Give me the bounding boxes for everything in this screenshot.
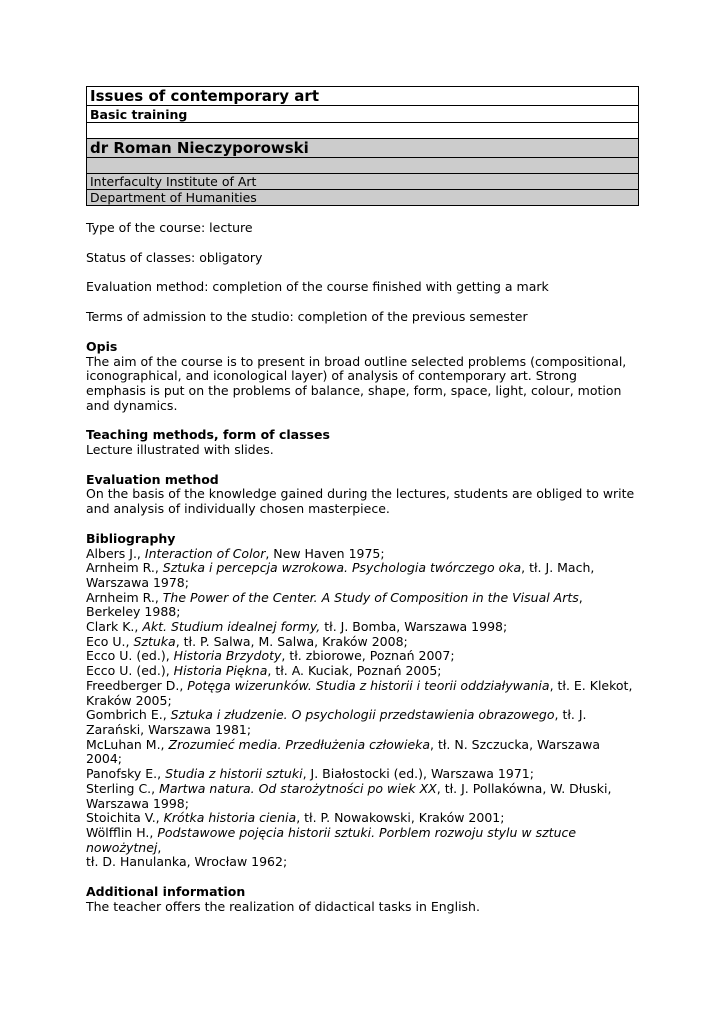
entry-author: Sterling C., <box>86 780 160 796</box>
institute-name: Interfaculty Institute of Art <box>87 173 638 189</box>
entry-author: Arnheim R., <box>86 589 163 605</box>
entry-author: tł. D. Hanulanka, Wrocław 1962; <box>86 854 288 870</box>
entry-title: Sztuka i percepcja wzrokowa. Psychologia twórczego oka <box>162 560 522 576</box>
entry-rest: , tł. N. Szczucka, Warszawa 2004; <box>86 736 601 767</box>
entry-rest: , tł. P. Nowakowski, Kraków 2001; <box>296 810 505 826</box>
additional-heading: Additional information <box>86 884 246 900</box>
entry-author: Ecco U. (ed.), <box>86 648 174 664</box>
entry-rest: tł. J. Bomba, Warszawa 1998; <box>320 619 508 635</box>
bibliography-entry <box>86 664 639 679</box>
lecturer-name: dr Roman Nieczyporowski <box>87 138 638 157</box>
bibliography-heading: Bibliography <box>86 530 176 546</box>
bibliography-entry <box>86 738 639 767</box>
bibliography-entry <box>86 547 639 562</box>
teaching-text: Lecture illustrated with slides. <box>86 442 274 458</box>
course-level: Basic training <box>87 105 638 122</box>
document-page <box>86 86 639 914</box>
entry-title: Interaction of Color <box>144 545 266 561</box>
bibliography-entry <box>86 811 639 826</box>
opis-text: The aim of the course is to present in broad outline selected problems (compositional, iconographical, and iconological layer) of analysis of contemporary art. Strong emphasis is put on the problems of balance, shape, form, space, light, colour, motion and dynamics. <box>86 353 627 413</box>
entry-title: Akt. Studium idealnej formy, <box>142 619 321 635</box>
entry-author: Clark K., <box>86 619 143 635</box>
entry-rest: , tł. J. Zarański, Warszawa 1981; <box>86 707 587 737</box>
course-status: Status of classes: obligatory <box>86 249 263 265</box>
bibliography-entry <box>86 649 639 664</box>
opis-heading: Opis <box>86 338 118 354</box>
document-body <box>86 221 639 914</box>
entry-author: Albers J., <box>86 545 145 561</box>
entry-title: Podstawowe pojęcia historii sztuki. Porblem rozwoju stylu w sztuce nowożytnej <box>86 824 577 855</box>
evaluation-text: On the basis of the knowledge gained during the lectures, students are obliged to write and analysis of individually chosen masterpiece. <box>86 486 635 517</box>
entry-author: McLuhan M., <box>86 736 169 752</box>
bibliography-list <box>86 547 639 870</box>
entry-rest: , tł. P. Salwa, M. Salwa, Kraków 2008; <box>175 633 408 649</box>
bibliography-entry <box>86 767 639 782</box>
empty-row <box>87 122 638 138</box>
entry-author: Stoichita V., <box>86 810 164 826</box>
bibliography-entry <box>86 679 639 708</box>
evaluation-heading: Evaluation method <box>86 471 219 487</box>
entry-author: Wölfflin H., <box>86 824 158 840</box>
entry-rest: , Berkeley 1988; <box>86 589 583 620</box>
entry-title: Sztuka <box>133 633 176 649</box>
entry-title: Sztuka i złudzenie. O psychologii przedstawienia obrazowego <box>170 707 555 723</box>
bibliography-entry <box>86 561 639 590</box>
entry-title: Martwa natura. Od starożytności po wiek XX <box>159 780 437 796</box>
entry-title: Zrozumieć media. Przedłużenia człowieka <box>168 736 431 752</box>
bibliography-entry <box>86 826 639 855</box>
entry-rest: , J. Białostocki (ed.), Warszawa 1971; <box>302 766 534 782</box>
department-name: Department of Humanities <box>87 189 638 205</box>
entry-title: Potęga wizerunków. Studia z historii i teorii oddziaływania <box>187 677 550 693</box>
bibliography-entry <box>86 855 639 870</box>
entry-author: Freedberger D., <box>86 677 188 693</box>
entry-rest: , tł. E. Klekot, Kraków 2005; <box>86 677 633 708</box>
course-title: Issues of contemporary art <box>90 87 319 105</box>
course-evaluation: Evaluation method: completion of the course finished with getting a mark <box>86 279 549 295</box>
entry-title: Studia z historii sztuki <box>165 766 303 782</box>
entry-rest: , tł. A. Kuciak, Poznań 2005; <box>267 663 442 679</box>
course-admission: Terms of admission to the studio: completion of the previous semester <box>86 309 528 325</box>
entry-rest: , tł. zbiorowe, Poznań 2007; <box>281 648 455 664</box>
bibliography-entry <box>86 620 639 635</box>
course-type: Type of the course: lecture <box>86 220 253 235</box>
entry-title: Krótka historia cienia <box>163 810 297 826</box>
additional-text: The teacher offers the realization of didactical tasks in English. <box>86 898 480 914</box>
entry-author: Panofsky E., <box>86 766 166 782</box>
entry-rest: , tł. J. Mach, Warszawa 1978; <box>86 560 595 590</box>
entry-author: Ecco U. (ed.), <box>86 663 174 679</box>
entry-author: Arnheim R., <box>86 560 163 576</box>
bibliography-entry <box>86 591 639 620</box>
entry-rest: , <box>157 839 162 855</box>
empty-row <box>87 157 638 173</box>
bibliography-entry <box>86 782 639 811</box>
entry-author: Gombrich E., <box>86 707 171 723</box>
teaching-heading: Teaching methods, form of classes <box>86 427 330 443</box>
entry-rest: , tł. J. Pollakówna, W. Dłuski, Warszawa 1998; <box>86 780 612 811</box>
course-header-table <box>86 86 639 206</box>
entry-title: Historia Brzydoty <box>173 648 282 664</box>
bibliography-entry <box>86 708 639 737</box>
entry-title: The Power of the Center. A Study of Composition in the Visual Arts <box>162 589 579 605</box>
entry-title: Historia Piękna <box>173 663 268 679</box>
entry-author: Eco U., <box>86 633 134 649</box>
entry-rest: , New Haven 1975; <box>265 545 385 561</box>
bibliography-entry <box>86 635 639 650</box>
